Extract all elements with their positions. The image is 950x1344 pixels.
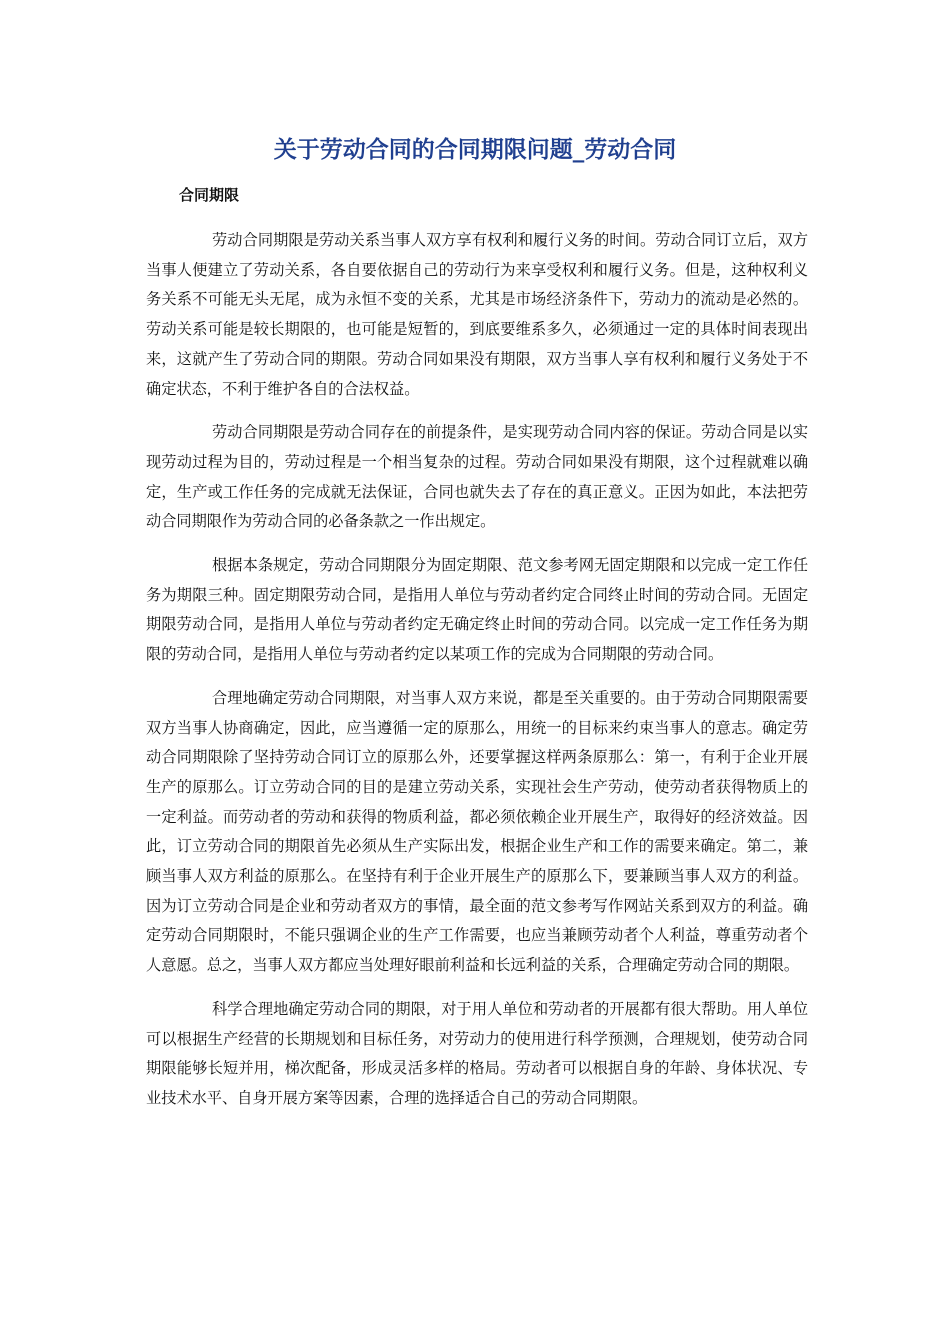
paragraph-2: 劳动合同期限是劳动合同存在的前提条件，是实现劳动合同内容的保证。劳动合同是以实现劳动过程为目的，劳动过程是一个相当复杂的过程。劳动合同如果没有期限，这个过程就难以确定，生产或工作任务的完成就无法保证，合同也就失去了存在的真正意义。正因为如此，本法把劳动合同期限作为劳动合同的必备条款之一作出规定。 [146,423,808,531]
section-heading: 合同期限 [179,186,240,204]
paragraph-5: 科学合理地确定劳动合同的期限，对于用人单位和劳动者的开展都有很大帮助。用人单位可以根据生产经营的长期规划和目标任务，对劳动力的使用进行科学预测，合理规划，使劳动合同期限能够长短并用，梯次配备，形成灵活多样的格局。劳动者可以根据自身的年龄、身体状况、专业技术水平、自身开展方案等因素，合理的选择适合自己的劳动合同期限。 [146,999,808,1107]
paragraph-3: 根据本条规定，劳动合同期限分为固定期限、范文参考网无固定期限和以完成一定工作任务为期限三种。固定期限劳动合同，是指用人单位与劳动者约定合同终止时间的劳动合同。无固定期限劳动合同，是指用人单位与劳动者约定无确定终止时间的劳动合同。以完成一定工作任务为期限的劳动合同，是指用人单位与劳动者约定以某项工作的完成为合同期限的劳动合同。 [146,556,808,664]
paragraph-1: 劳动合同期限是劳动关系当事人双方享有权利和履行义务的时间。劳动合同订立后，双方当事人便建立了劳动关系，各自要依据自己的劳动行为来享受权利和履行义务。但是，这种权利义务关系不可能无头无尾，成为永恒不变的关系，尤其是市场经济条件下，劳动力的流动是必然的。劳动关系可能是较长期限的，也可能是短暂的，到底要维系多久，必须通过一定的具体时间表现出来，这就产生了劳动合同的期限。劳动合同如果没有期限，双方当事人享有权利和履行义务处于不确定状态，不利于维护各自的合法权益。 [146,231,808,398]
paragraph-4: 合理地确定劳动合同期限，对当事人双方来说，都是至关重要的。由于劳动合同期限需要双方当事人协商确定，因此，应当遵循一定的原那么，用统一的目标来约束当事人的意志。确定劳动合同期限除了坚持劳动合同订立的原那么外，还要掌握这样两条原那么：第一，有利于企业开展生产的原那么。订立劳动合同的目的是建立劳动关系，实现社会生产劳动，使劳动者获得物质上的一定利益。而劳动者的劳动和获得的物质利益，都必须依赖企业开展生产，取得好的经济效益。因此，订立劳动合同的期限首先必须从生产实际出发，根据企业生产和工作的需要来确定。第二，兼顾当事人双方利益的原那么。在坚持有利于企业开展生产的原那么下，要兼顾当事人双方的利益。因为订立劳动合同是企业和劳动者双方的事情，最全面的范文参考写作网站关系到双方的利益。确定劳动合同期限时，不能只强调企业的生产工作需要，也应当兼顾劳动者个人利益，尊重劳动者个人意愿。总之，当事人双方都应当处理好眼前利益和长远利益的关系，合理确定劳动合同的期限。 [146,688,808,975]
document-title: 关于劳动合同的合同期限问题_劳动合同 [273,137,677,163]
document-body [146,226,808,1128]
